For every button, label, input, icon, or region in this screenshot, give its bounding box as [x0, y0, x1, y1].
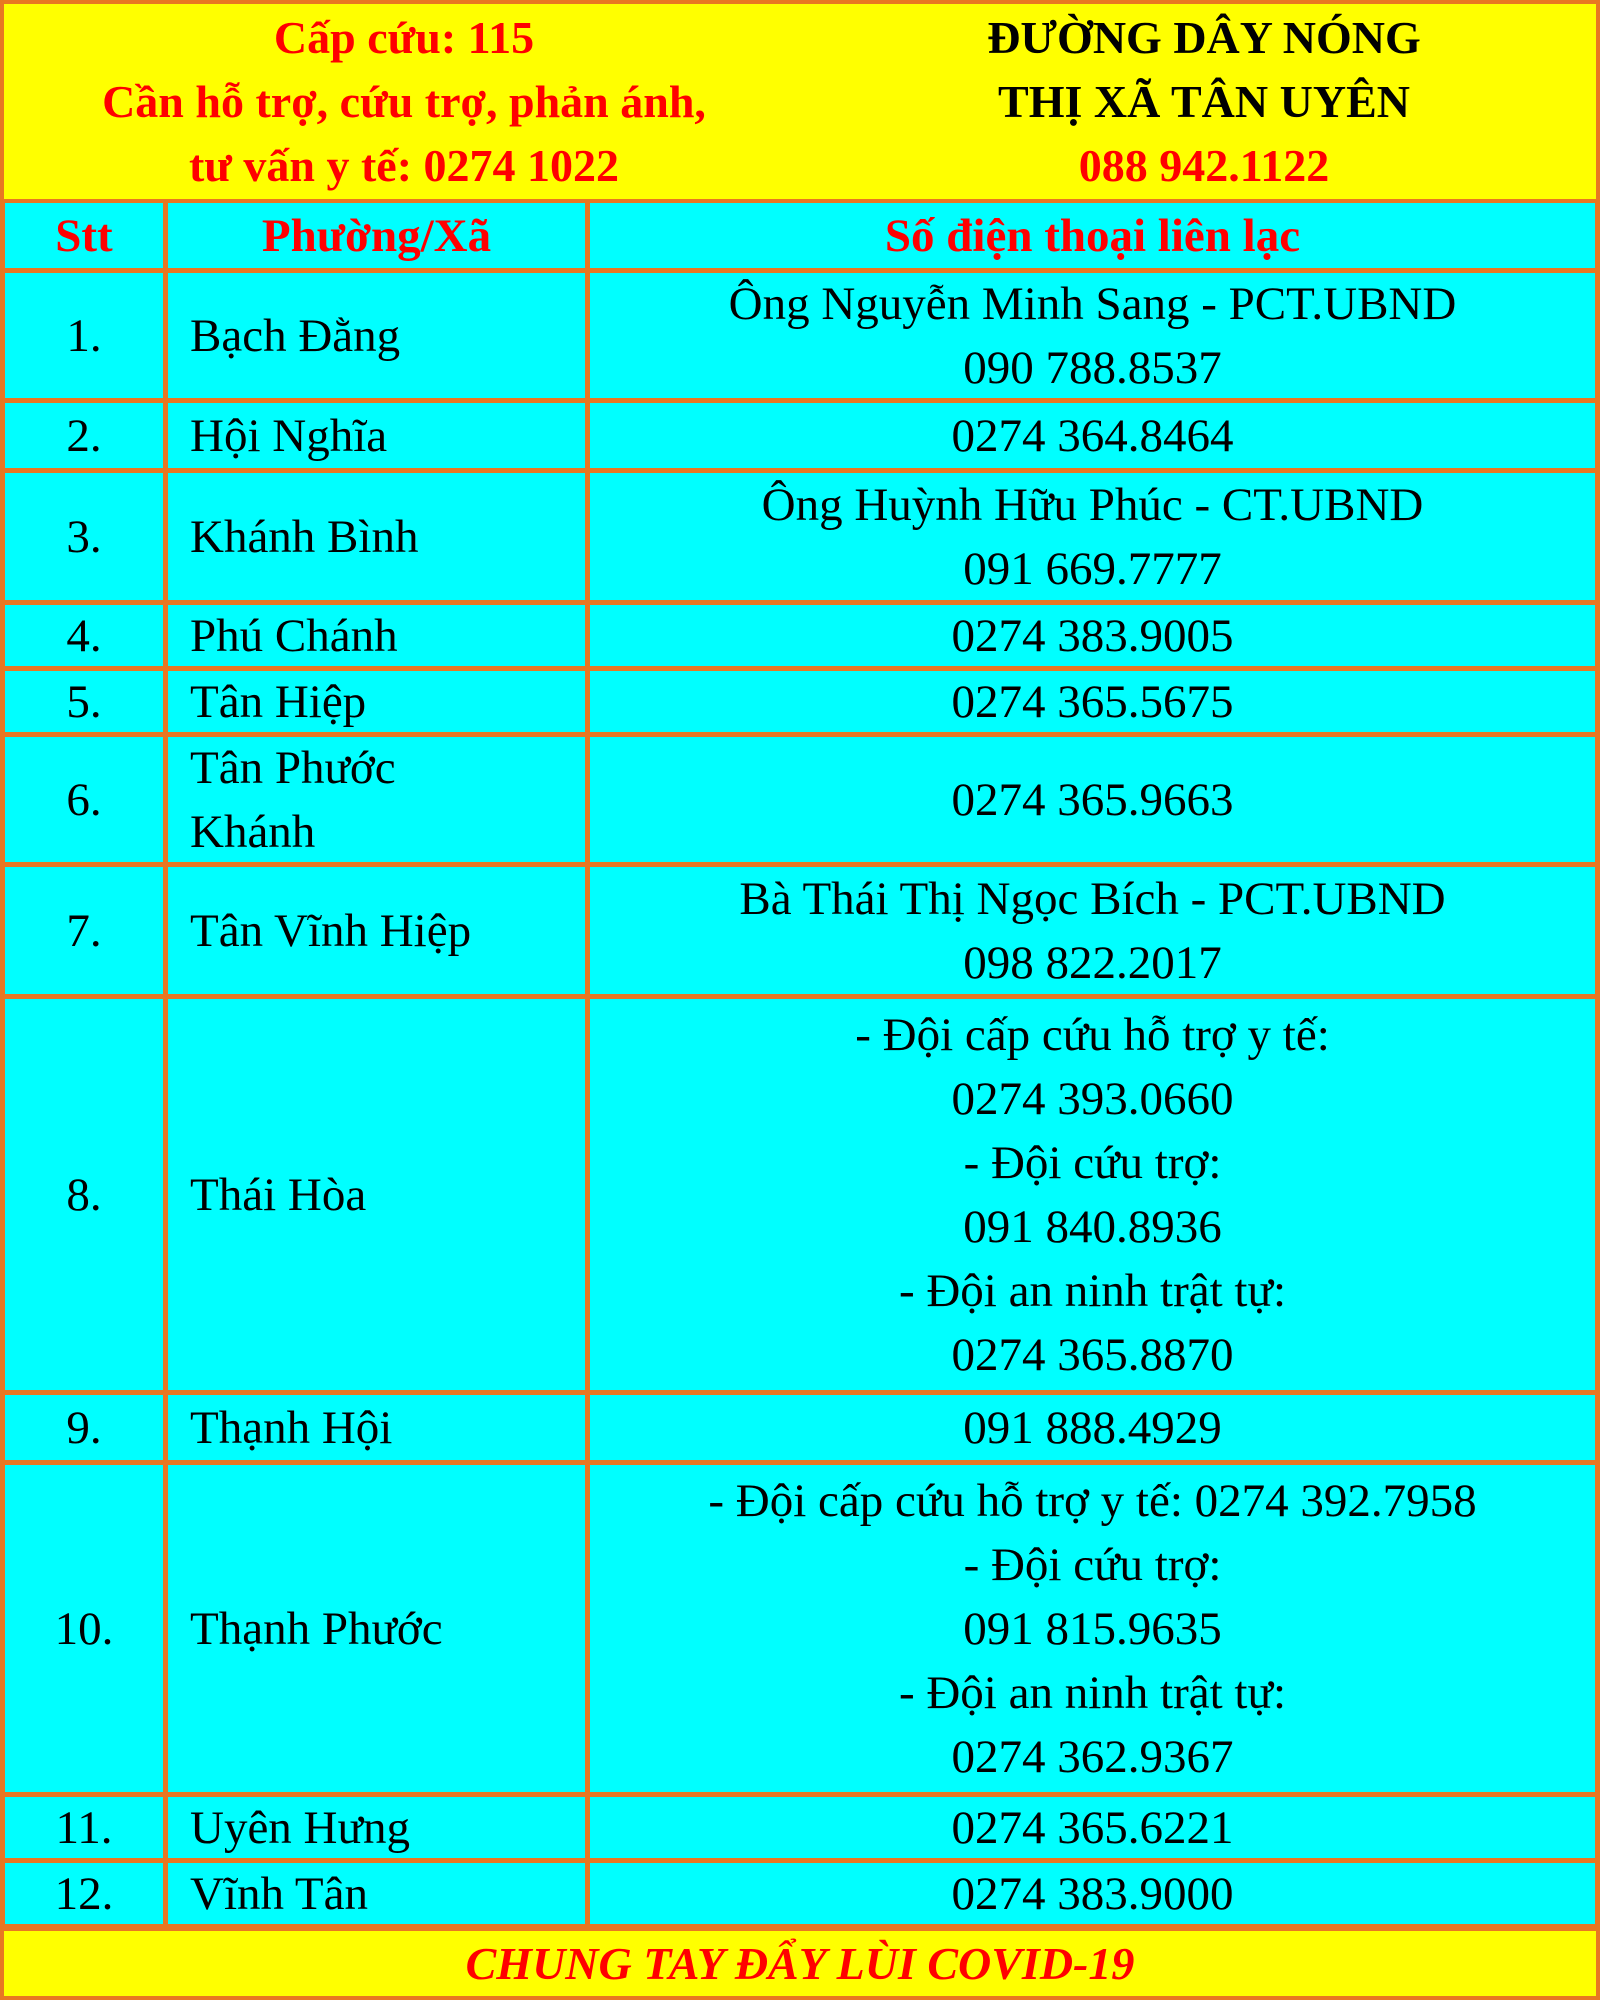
- contact-line: 0274 365.8870: [951, 1328, 1234, 1381]
- ward-name: [168, 403, 590, 468]
- footer-slogan: CHUNG TAY ĐẨY LÙI COVID-19: [465, 1938, 1135, 1989]
- table-row: [0, 1395, 1600, 1465]
- contact-line: 090 788.8537: [963, 341, 1222, 394]
- ward-name: [168, 1465, 590, 1792]
- ward-name-line: Vĩnh Tân: [190, 1867, 368, 1920]
- contact-line: 0274 393.0660: [951, 1072, 1234, 1125]
- ward-name: [168, 671, 590, 732]
- table-row: [0, 999, 1600, 1395]
- ward-name: [168, 999, 590, 1390]
- emergency-info: [4, 6, 804, 198]
- contact-line: Ông Nguyễn Minh Sang - PCT.UBND: [728, 277, 1457, 330]
- contact-info: [590, 737, 1600, 862]
- table-row: [0, 867, 1600, 999]
- contact-info: [590, 403, 1600, 468]
- row-number: 1.: [0, 273, 168, 398]
- contact-line: 0274 365.5675: [951, 675, 1234, 728]
- ward-name: [168, 737, 590, 862]
- table-row: [0, 737, 1600, 867]
- contact-line: - Đội cứu trợ:: [963, 1136, 1222, 1189]
- contact-line: 0274 364.8464: [951, 409, 1234, 462]
- row-number: 9.: [0, 1395, 168, 1460]
- ward-name: [168, 605, 590, 666]
- table-row: [0, 473, 1600, 605]
- ward-name: [168, 1395, 590, 1460]
- contact-line: 091 840.8936: [963, 1200, 1222, 1253]
- row-number: 7.: [0, 867, 168, 994]
- hotline-phone: 088 942.1122: [1078, 140, 1330, 191]
- contact-line: - Đội cứu trợ:: [963, 1538, 1222, 1591]
- ward-name-line: Thạnh Phước: [190, 1602, 443, 1655]
- contact-line: - Đội cấp cứu hỗ trợ y tế:: [855, 1008, 1330, 1061]
- contact-line: 0274 365.9663: [951, 773, 1234, 826]
- table-row: [0, 1465, 1600, 1797]
- contact-line: 091 888.4929: [963, 1401, 1222, 1454]
- contact-info: [590, 1797, 1600, 1858]
- ward-name-line: Thái Hòa: [190, 1168, 367, 1221]
- contact-info: [590, 999, 1600, 1390]
- contact-line: - Đội cấp cứu hỗ trợ y tế: 0274 392.7958: [708, 1474, 1477, 1527]
- row-number: 11.: [0, 1797, 168, 1858]
- contact-line: 0274 383.9000: [951, 1867, 1234, 1920]
- contact-line: 0274 362.9367: [951, 1730, 1234, 1783]
- row-number: 6.: [0, 737, 168, 862]
- ward-name-line: Khánh Bình: [190, 510, 419, 563]
- contact-info: [590, 605, 1600, 666]
- ward-name: [168, 1797, 590, 1858]
- contact-info: [590, 1465, 1600, 1792]
- ward-name: [168, 473, 590, 600]
- contact-info: [590, 1395, 1600, 1460]
- row-number: 4.: [0, 605, 168, 666]
- contact-info: [590, 671, 1600, 732]
- contact-info: [590, 473, 1600, 600]
- header-banner: [0, 0, 1600, 203]
- hotline-title: [804, 6, 1600, 198]
- ward-name-line: Thạnh Hội: [190, 1401, 393, 1454]
- ward-name: [168, 1863, 590, 1924]
- ward-name-line: Bạch Đằng: [190, 309, 401, 362]
- contact-line: 098 822.2017: [963, 936, 1222, 989]
- ward-name-line: Tân Hiệp: [190, 675, 367, 728]
- row-number: 10.: [0, 1465, 168, 1792]
- hotline-title-line: THỊ XÃ TÂN UYÊN: [998, 76, 1410, 127]
- emergency-line: Cấp cứu: 115: [273, 12, 535, 63]
- contact-info: [590, 1863, 1600, 1924]
- ward-name-line: Tân Vĩnh Hiệp: [190, 904, 472, 957]
- contact-info: [590, 273, 1600, 398]
- ward-name-line: Uyên Hưng: [190, 1801, 410, 1854]
- contact-line: - Đội an ninh trật tự:: [898, 1264, 1287, 1317]
- table-header: [0, 203, 1600, 273]
- row-number: 3.: [0, 473, 168, 600]
- contact-line: Ông Huỳnh Hữu Phúc - CT.UBND: [761, 478, 1424, 531]
- ward-name-line: Phú Chánh: [190, 609, 398, 662]
- column-header-contact: Số điện thoại liên lạc: [590, 203, 1600, 268]
- table-row: [0, 1797, 1600, 1863]
- contact-info: [590, 867, 1600, 994]
- ward-name: [168, 867, 590, 994]
- row-number: 2.: [0, 403, 168, 468]
- column-header-stt: Stt: [0, 203, 168, 268]
- table-row: [0, 403, 1600, 473]
- ward-name-line: Tân Phước: [190, 741, 396, 794]
- row-number: 5.: [0, 671, 168, 732]
- hotline-title-line: ĐƯỜNG DÂY NÓNG: [987, 12, 1421, 63]
- emergency-line: tư vấn y tế: 0274 1022: [188, 140, 620, 191]
- ward-name-line: Hội Nghĩa: [190, 409, 388, 462]
- row-number: 8.: [0, 999, 168, 1390]
- contact-line: - Đội an ninh trật tự:: [898, 1666, 1287, 1719]
- table-row: [0, 1863, 1600, 1929]
- table-row: [0, 671, 1600, 737]
- contact-line: Bà Thái Thị Ngọc Bích - PCT.UBND: [739, 872, 1446, 925]
- contact-line: 091 815.9635: [963, 1602, 1222, 1655]
- contact-line: 0274 365.6221: [951, 1801, 1234, 1854]
- ward-name: [168, 273, 590, 398]
- table-row: [0, 273, 1600, 403]
- footer-banner: [0, 1927, 1600, 2000]
- column-header-ward: Phường/Xã: [168, 203, 590, 268]
- row-number: 12.: [0, 1863, 168, 1924]
- contact-line: 091 669.7777: [963, 542, 1222, 595]
- contact-line: 0274 383.9005: [951, 609, 1234, 662]
- ward-name-line: Khánh: [190, 805, 316, 858]
- emergency-line: Cần hỗ trợ, cứu trợ, phản ánh,: [102, 76, 706, 127]
- table-row: [0, 605, 1600, 671]
